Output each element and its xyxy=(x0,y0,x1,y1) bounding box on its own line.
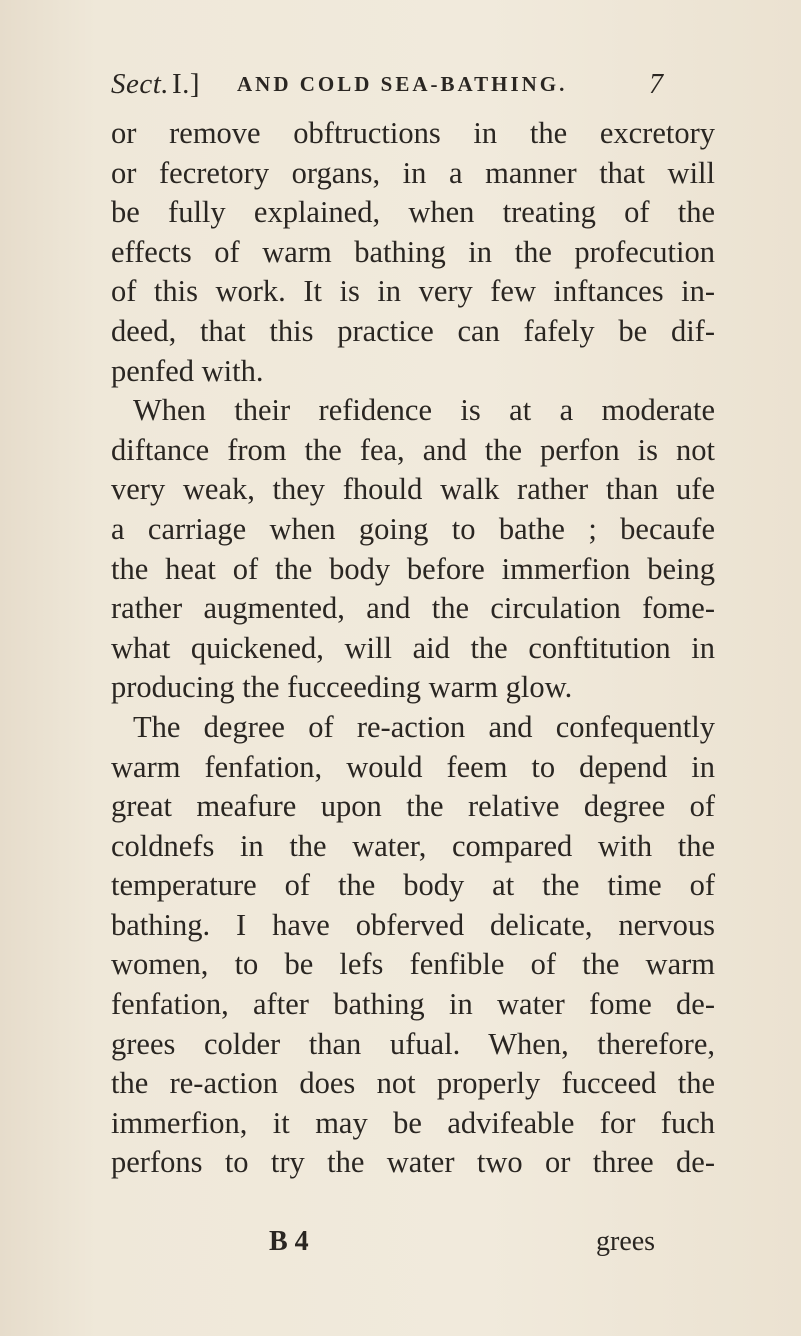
text-line: or fecretory organs, in a manner that will xyxy=(111,155,715,190)
body-text xyxy=(111,114,715,1183)
section-number: I.] xyxy=(171,68,201,100)
running-head xyxy=(111,68,711,108)
text-line: producing the fucceeding warm glow. xyxy=(111,670,573,705)
text-line: penfed with. xyxy=(111,353,264,388)
text-line: grees colder than ufual. When, therefore, xyxy=(111,1026,715,1061)
text-line: The degree of re-action and confequently xyxy=(133,709,715,744)
text-line: warm fenfation, would feem to depend in xyxy=(111,749,715,784)
text-line: be fully explained, when treating of the xyxy=(111,195,715,230)
text-line: deed, that this practice can fafely be dif- xyxy=(111,313,715,348)
text-line: immerfion, it may be advifeable for fuch xyxy=(111,1105,715,1140)
text-line: what quickened, will aid the conftitution in xyxy=(111,630,715,665)
text-line: women, to be lefs fenfible of the warm xyxy=(111,947,715,982)
text-line: effects of warm bathing in the profecution xyxy=(111,234,715,269)
text-line: temperature of the body at the time of xyxy=(111,868,715,903)
text-line: the heat of the body before immerfion being xyxy=(111,551,715,586)
text-line: great meafure upon the relative degree of xyxy=(111,789,715,824)
page-footer xyxy=(111,1226,715,1266)
text-line: perfons to try the water two or three de- xyxy=(111,1145,715,1180)
section-label: Sect. xyxy=(111,68,170,100)
text-line: bathing. I have obferved delicate, nervous xyxy=(111,907,715,942)
text-line: coldnefs in the water, compared with the xyxy=(111,828,715,863)
section-reference xyxy=(111,68,200,101)
catchword: grees xyxy=(596,1226,656,1257)
text-line: fenfation, after bathing in water fome de- xyxy=(111,987,715,1022)
text-line: very weak, they fhould walk rather than ufe xyxy=(111,472,715,507)
text-line: of this work. It is in very few inftances in- xyxy=(111,274,715,309)
text-line: rather augmented, and the circulation fome- xyxy=(111,591,715,626)
text-line: or remove obftructions in the excretory xyxy=(111,116,715,150)
running-title: AND COLD SEA-BATHING. xyxy=(237,72,568,96)
page-number: 7 xyxy=(649,69,663,100)
text-line: diftance from the fea, and the perfon is not xyxy=(111,432,715,467)
text-line: the re-action does not properly fucceed the xyxy=(111,1066,715,1101)
text-line: a carriage when going to bathe ; becaufe xyxy=(111,511,715,546)
text-line: When their refidence is at a moderate xyxy=(133,393,715,428)
signature-mark: B 4 xyxy=(269,1226,309,1257)
